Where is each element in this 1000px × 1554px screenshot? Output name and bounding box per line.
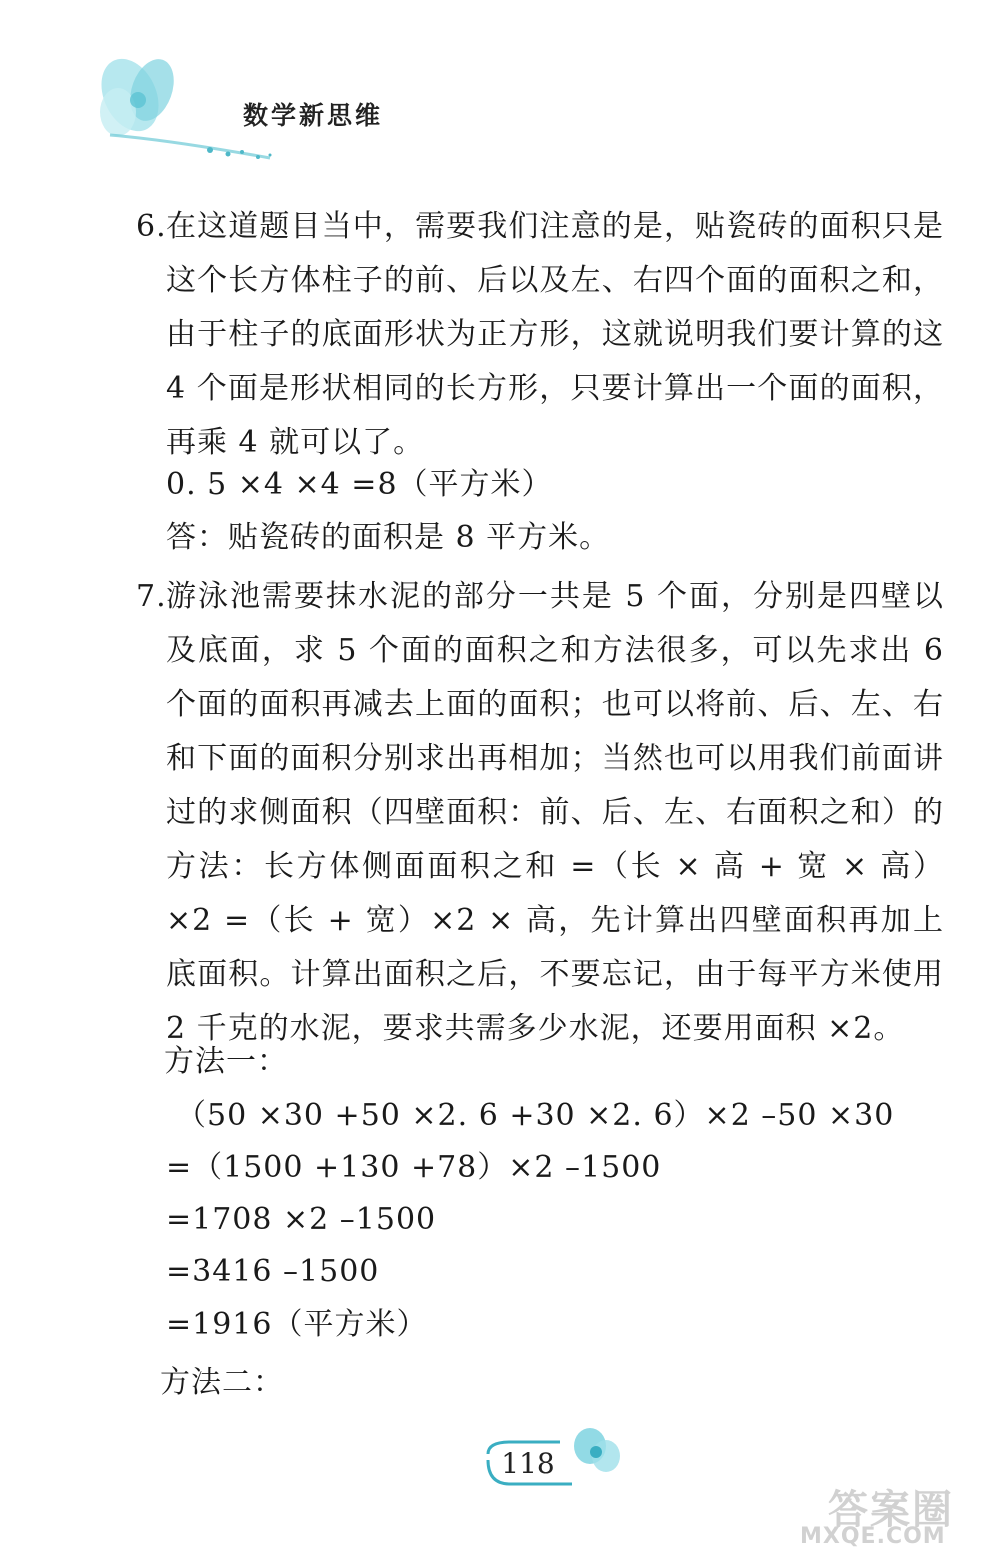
watermark-url: MXQE.COM [800,1524,946,1549]
q7-method1-step: =（1500 +130 +78）×2 –1500 [166,1150,662,1185]
q6-explanation: 在这道题目当中，需要我们注意的是，贴瓷砖的面积只是这个长方体柱子的前、后以及左、右四个面的面积之和，由于柱子的底面形状为正方形，这就说明我们要计算的这 4 个面是形状相同的长方形，只要计算出一个面的面积，再乘 4 就可以了。 [166,209,944,460]
page-number: 118 [501,1447,555,1480]
q7-method2-label: 方法二： [160,1365,284,1400]
q7-explanation-block [136,570,944,1056]
q7-method1-step: =1916（平方米） [166,1307,428,1342]
q7-method1-label: 方法一： [164,1044,288,1079]
q6-number: 6. [136,209,167,244]
watermark-logo: 答案圈 [828,1487,954,1533]
q7-explanation: 游泳池需要抹水泥的部分一共是 5 个面，分别是四壁以及底面，求 5 个面的面积之和方法很多，可以先求出 6 个面的面积再减去上面的面积；也可以将前、后、左、右和下面的面积分别求出再相加；当然也可以用我们前面讲过的求侧面积（四壁面积：前、后、左、右面积之和）的方法：长方体侧面面积之和 =（长 × 高 + 宽 × 高）×2 =（长 + 宽）×2 × 高，先计算出四壁面积再加上底面积。计算出面积之后，不要忘记，由于每平方米使用 2 千克的水泥，要求共需多少水泥，还要用面积 ×2。 [166,579,944,1046]
book-title: 数学新思维 [243,101,384,130]
q7-method1-step: =3416 –1500 [166,1254,380,1289]
q7-method1-step: （50 ×30 +50 ×2. 6 +30 ×2. 6）×2 –50 ×30 [176,1098,895,1133]
q7-method1-step: =1708 ×2 –1500 [166,1202,437,1237]
q6-equation: 0. 5 ×4 ×4 =8（平方米） [166,467,553,502]
watermark [800,1478,990,1552]
q6-answer: 答：贴瓷砖的面积是 8 平方米。 [166,520,611,555]
q6-explanation-block [136,200,944,470]
q7-number: 7. [136,579,167,614]
